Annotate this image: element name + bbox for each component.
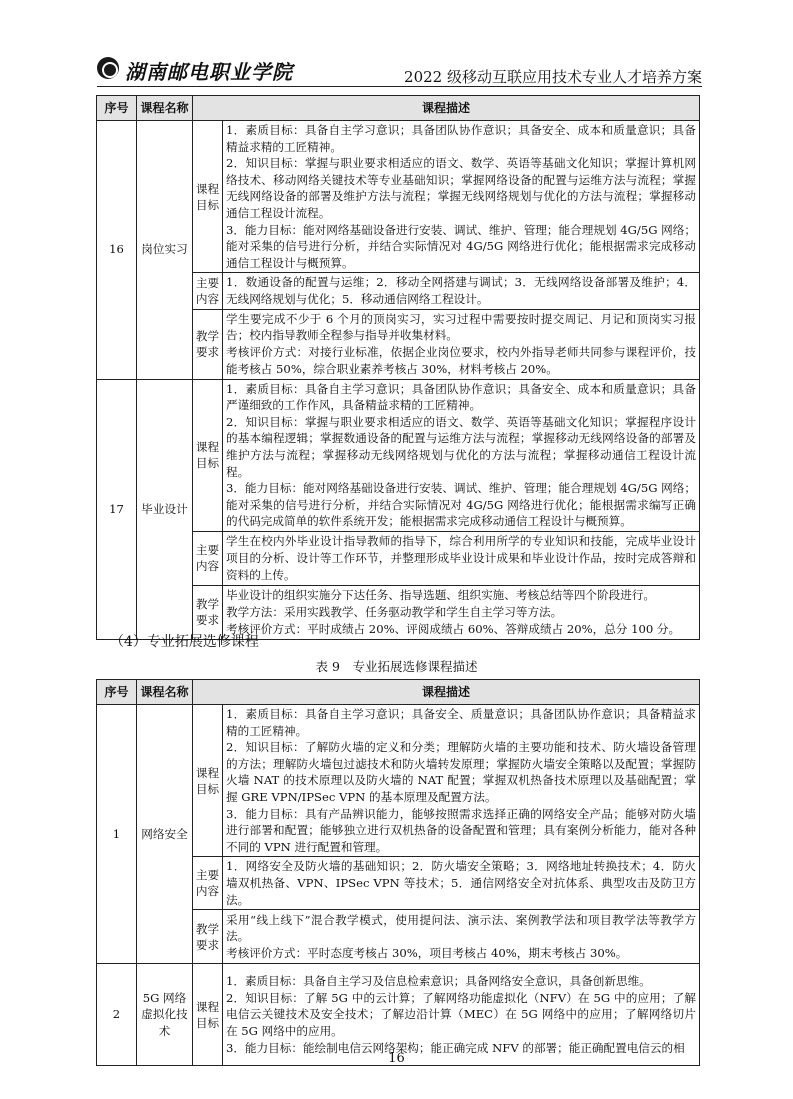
course-content-cell: 1．数通设备的配置与运维；2．移动全网搭建与调试；3．无线网络设备部署及维护；4．无线网络规划与优化；5．移动通信网络工程设计。	[223, 273, 700, 309]
sub-label-req: 教学要求	[193, 910, 223, 964]
req-method: 采用“线上线下”混合教学模式，使用提问法、演示法、案例教学法和项目教学法等教学方法。	[226, 912, 696, 944]
course-number: 17	[97, 379, 137, 639]
course-table-core	[96, 95, 700, 640]
req-assessment: 考核评价方式：平时态度考核占 30%，项目考核占 40%，期末考核占 30%。	[226, 945, 628, 960]
goal-ability: 3．能力目标：能对网络基础设备进行安装、调试、维护、管理；能合理规划 4G/5G 网络；能对采集的信号进行分析，并结合实际情况对 4G/5G 网络进行优化；能根据需求编写正确的代码完成简单的软件系统开发；能根据需求完成移动通信工程设计与概预算。	[226, 481, 696, 529]
req-text: 学生要完成不少于 6 个月的顶岗实习，实习过程中需要按时提交周记、月记和顶岗实习报告；校内指导教师全程参与指导并收集材料。	[226, 311, 696, 343]
table-row	[97, 705, 700, 857]
goal-knowledge: 2．知识目标：了解 5G 中的云计算；了解网络功能虚拟化（NFV）在 5G 中的应用；了解电信云关键技术及安全技术；了解边沿计算（MEC）在 5G 网络中的应用；了解网络切片在 5G 网络中的应用。	[226, 990, 696, 1038]
req-assessment: 考核评价方式：对接行业标准，依据企业岗位要求，校内外指导老师共同参与课程评价，技能考核占 50%，综合职业素养考核占 30%，材料考核占 20%。	[226, 345, 696, 376]
column-header-desc: 课程描述	[193, 680, 700, 705]
course-content-cell: 1．网络安全及防火墙的基础知识；2．防火墙安全策略；3．网络地址转换技术；4．防火墙双机热备、VPN、IPSec VPN 等技术；5．通信网络安全对抗体系、典型攻击及防卫方法。	[223, 857, 700, 910]
sub-label-goal: 课程目标	[193, 121, 223, 273]
course-name: 岗位实习	[137, 121, 193, 380]
goal-knowledge: 2．知识目标：了解防火墙的定义和分类；理解防火墙的主要功能和技术、防火墙设备管理的方法；理解防火墙包过滤技术和防火墙转发原理；掌握防火墙安全策略以及配置；掌握防火墙 NAT 的技术原理以及防火墙的 NAT 配置；掌握双机热备技术原理以及基础配置；掌握 GRE VPN/IPSec VPN 的基本原理及配置方法。	[226, 740, 696, 804]
goal-ability: 3．能力目标：能对网络基础设备进行安装、调试、维护、管理；能合理规划 4G/5G 网络；能对采集的信号进行分析，并结合实际情况对 4G/5G 网络进行优化；能根据需求完成移动通信工程设计与概预算。	[226, 222, 696, 270]
goal-ability: 3．能力目标：能绘制电信云网络架构；能正确完成 NFV 的部署；能正确配置电信云的相	[226, 1040, 685, 1055]
page-number: 16	[388, 1051, 405, 1066]
section-heading: （4）专业拓展选修课程	[110, 634, 259, 650]
course-name: 网络安全	[137, 705, 193, 964]
sub-label-goal: 课程目标	[193, 964, 223, 1066]
req-assessment: 考核评价方式：平时成绩占 20%、评阅成绩占 60%、答辩成绩占 20%，总分 100 分。	[226, 621, 681, 636]
course-goal-cell	[223, 379, 700, 531]
course-table-elective	[96, 679, 700, 1066]
goal-quality: 1．素质目标：具备自主学习意识；具备团队协作意识；具备安全、成本和质量意识；具备严谨细致的工作作风，具备精益求精的工匠精神。	[226, 381, 696, 413]
table-caption: 表 9 专业拓展选修课程描述	[315, 659, 478, 674]
page-header	[97, 55, 702, 87]
course-content-cell: 学生在校内外毕业设计指导教师的指导下，综合利用所学的专业知识和技能，完成毕业设计项目的分析、设计等工作环节，并整理形成毕业设计成果和毕业设计作品，按时完成答辩和资料的上传。	[223, 531, 700, 585]
sub-label-goal: 课程目标	[193, 379, 223, 531]
sub-label-req: 教学要求	[193, 585, 223, 639]
course-goal-cell	[223, 121, 700, 273]
req-organization: 毕业设计的组织实施分下达任务、指导选题、组织实施、考核总结等四个阶段进行。	[226, 588, 655, 603]
req-method: 教学方法：采用实践教学、任务驱动教学和学生自主学习等方法。	[226, 605, 563, 620]
goal-knowledge: 2．知识目标：掌握与职业要求相适应的语文、数学、英语等基础文化知识；掌握程序设计的基本编程逻辑；掌握数通设备的配置与运维方法与流程；掌握移动无线网络设备的部署及维护方法与流程；掌握移动无线网络规划与优化的方法与流程；掌握移动通信工程设计流程。	[226, 414, 696, 479]
course-req-cell	[223, 585, 700, 639]
sub-label-content: 主要内容	[193, 273, 223, 309]
table-row	[97, 121, 700, 273]
sub-label-req: 教学要求	[193, 309, 223, 379]
sub-label-content: 主要内容	[193, 531, 223, 585]
table-header-row	[97, 680, 700, 705]
goal-knowledge: 2．知识目标：掌握与职业要求相适应的语文、数学、英语等基础文化知识；掌握计算机网络技术、移动网络关键技术等专业基础知识；掌握网络设备的配置与运维方法与流程；掌握无线网络设备的部署及维护方法与流程；掌握无线网络规划与优化的方法与流程；掌握移动通信工程设计流程。	[226, 156, 696, 220]
column-header-no: 序号	[97, 96, 137, 121]
goal-quality: 1．素质目标：具备自主学习意识；具备安全、质量意识；具备团队协作意识；具备精益求精的工匠精神。	[226, 707, 696, 738]
course-name: 毕业设计	[137, 379, 193, 639]
course-name: 5G 网络虚拟化技术	[137, 964, 193, 1066]
table-header-row	[97, 96, 700, 121]
course-number: 16	[97, 121, 137, 380]
course-goal-cell	[223, 705, 700, 857]
column-header-name: 课程名称	[137, 680, 193, 705]
course-number: 2	[97, 964, 137, 1066]
sub-label-content: 主要内容	[193, 857, 223, 910]
course-number: 1	[97, 705, 137, 964]
goal-ability: 3．能力目标：具有产品辨识能力，能够按照需求选择正确的网络安全产品；能够对防火墙进行部署和配置；能够独立进行双机热备的设备配置和管理；具有案例分析能力，能对各种不同的 VPN 进行配置和管理。	[226, 806, 696, 854]
goal-quality: 1．素质目标：具备自主学习及信息检索意识；具备网络安全意识，具备创新思维。	[226, 974, 651, 989]
course-req-cell	[223, 309, 700, 379]
goal-quality: 1．素质目标：具备自主学习意识；具备团队协作意识；具备安全、成本和质量意识；具备精益求精的工匠精神。	[226, 123, 696, 154]
school-logo-icon	[97, 57, 119, 79]
table-row	[97, 379, 700, 531]
course-req-cell	[223, 910, 700, 964]
school-name: 湖南邮电职业学院	[125, 60, 293, 84]
sub-label-goal: 课程目标	[193, 705, 223, 857]
document-title: 2022 级移动互联应用技术专业人才培养方案	[404, 68, 702, 86]
column-header-no: 序号	[97, 680, 137, 705]
column-header-name: 课程名称	[137, 96, 193, 121]
column-header-desc: 课程描述	[193, 96, 700, 121]
